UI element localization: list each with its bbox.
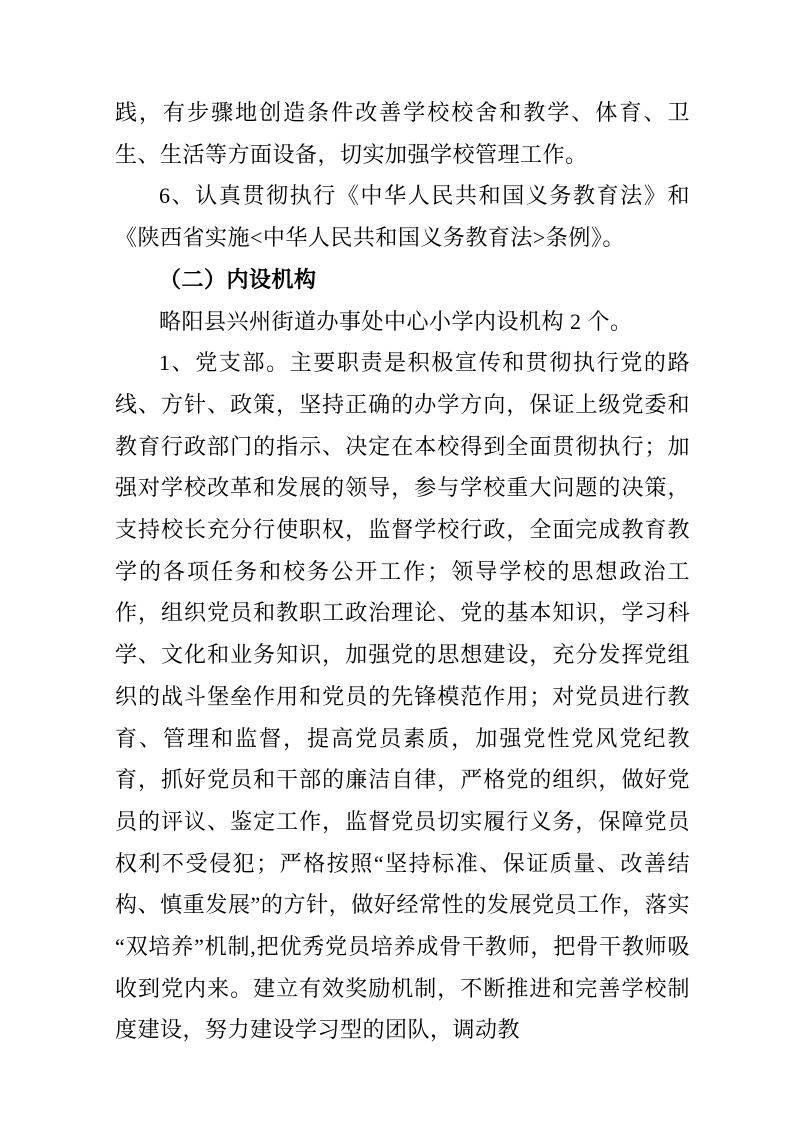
paragraph-party-branch-duties: 1、党支部。主要职责是积极宣传和贯彻执行党的路线、方针、政策，坚持正确的办学方向，保证上级党委和教育行政部门的指示、决定在本校得到全面贯彻执行；加强对学校改革和发展的领导，参与学校重大问题的决策，支持校长充分行使职权，监督学校行政，全面完成教育教学的各项任务和校务公开工作；领导学校的思想政治工作，组织党员和教职工政治理论、党的基本知识，学习科学、文化和业务知识，加强党的思想建设，充分发挥党组织的战斗堡垒作用和党员的先锋模范作用；对党员进行教育、管理和监督，提高党员素质，加强党性党风党纪教育，抓好党员和干部的廉洁自律，严格党的组织，做好党员的评议、鉴定工作，监督党员切实履行义务，保障党员权利不受侵犯；严格按照“坚持标准、保证质量、改善结构、慎重发展”的方针，做好经常性的发展党员工作，落实“双培养”机制,把优秀党员培养成骨干教师，把骨干教师吸收到党内来。建立有效奖励机制，不断推进和完善学校制度建设，努力建设学习型的团队，调动教 bbox=[115, 350, 690, 1043]
section-heading-internal-organs: （二）内设机构 bbox=[159, 266, 317, 292]
paragraph-continuation: 践，有步骤地创造条件改善学校校舍和教学、体育、卫生、生活等方面设备，切实加强学校管理工作。 bbox=[115, 100, 690, 167]
paragraph-organ-count: 略阳县兴州街道办事处中心小学内设机构 2 个。 bbox=[159, 308, 633, 334]
paragraph-item-6: 6、认真贯彻执行《中华人民共和国义务教育法》和《陕西省实施<中华人民共和国义务教育法>条例》。 bbox=[115, 183, 690, 251]
